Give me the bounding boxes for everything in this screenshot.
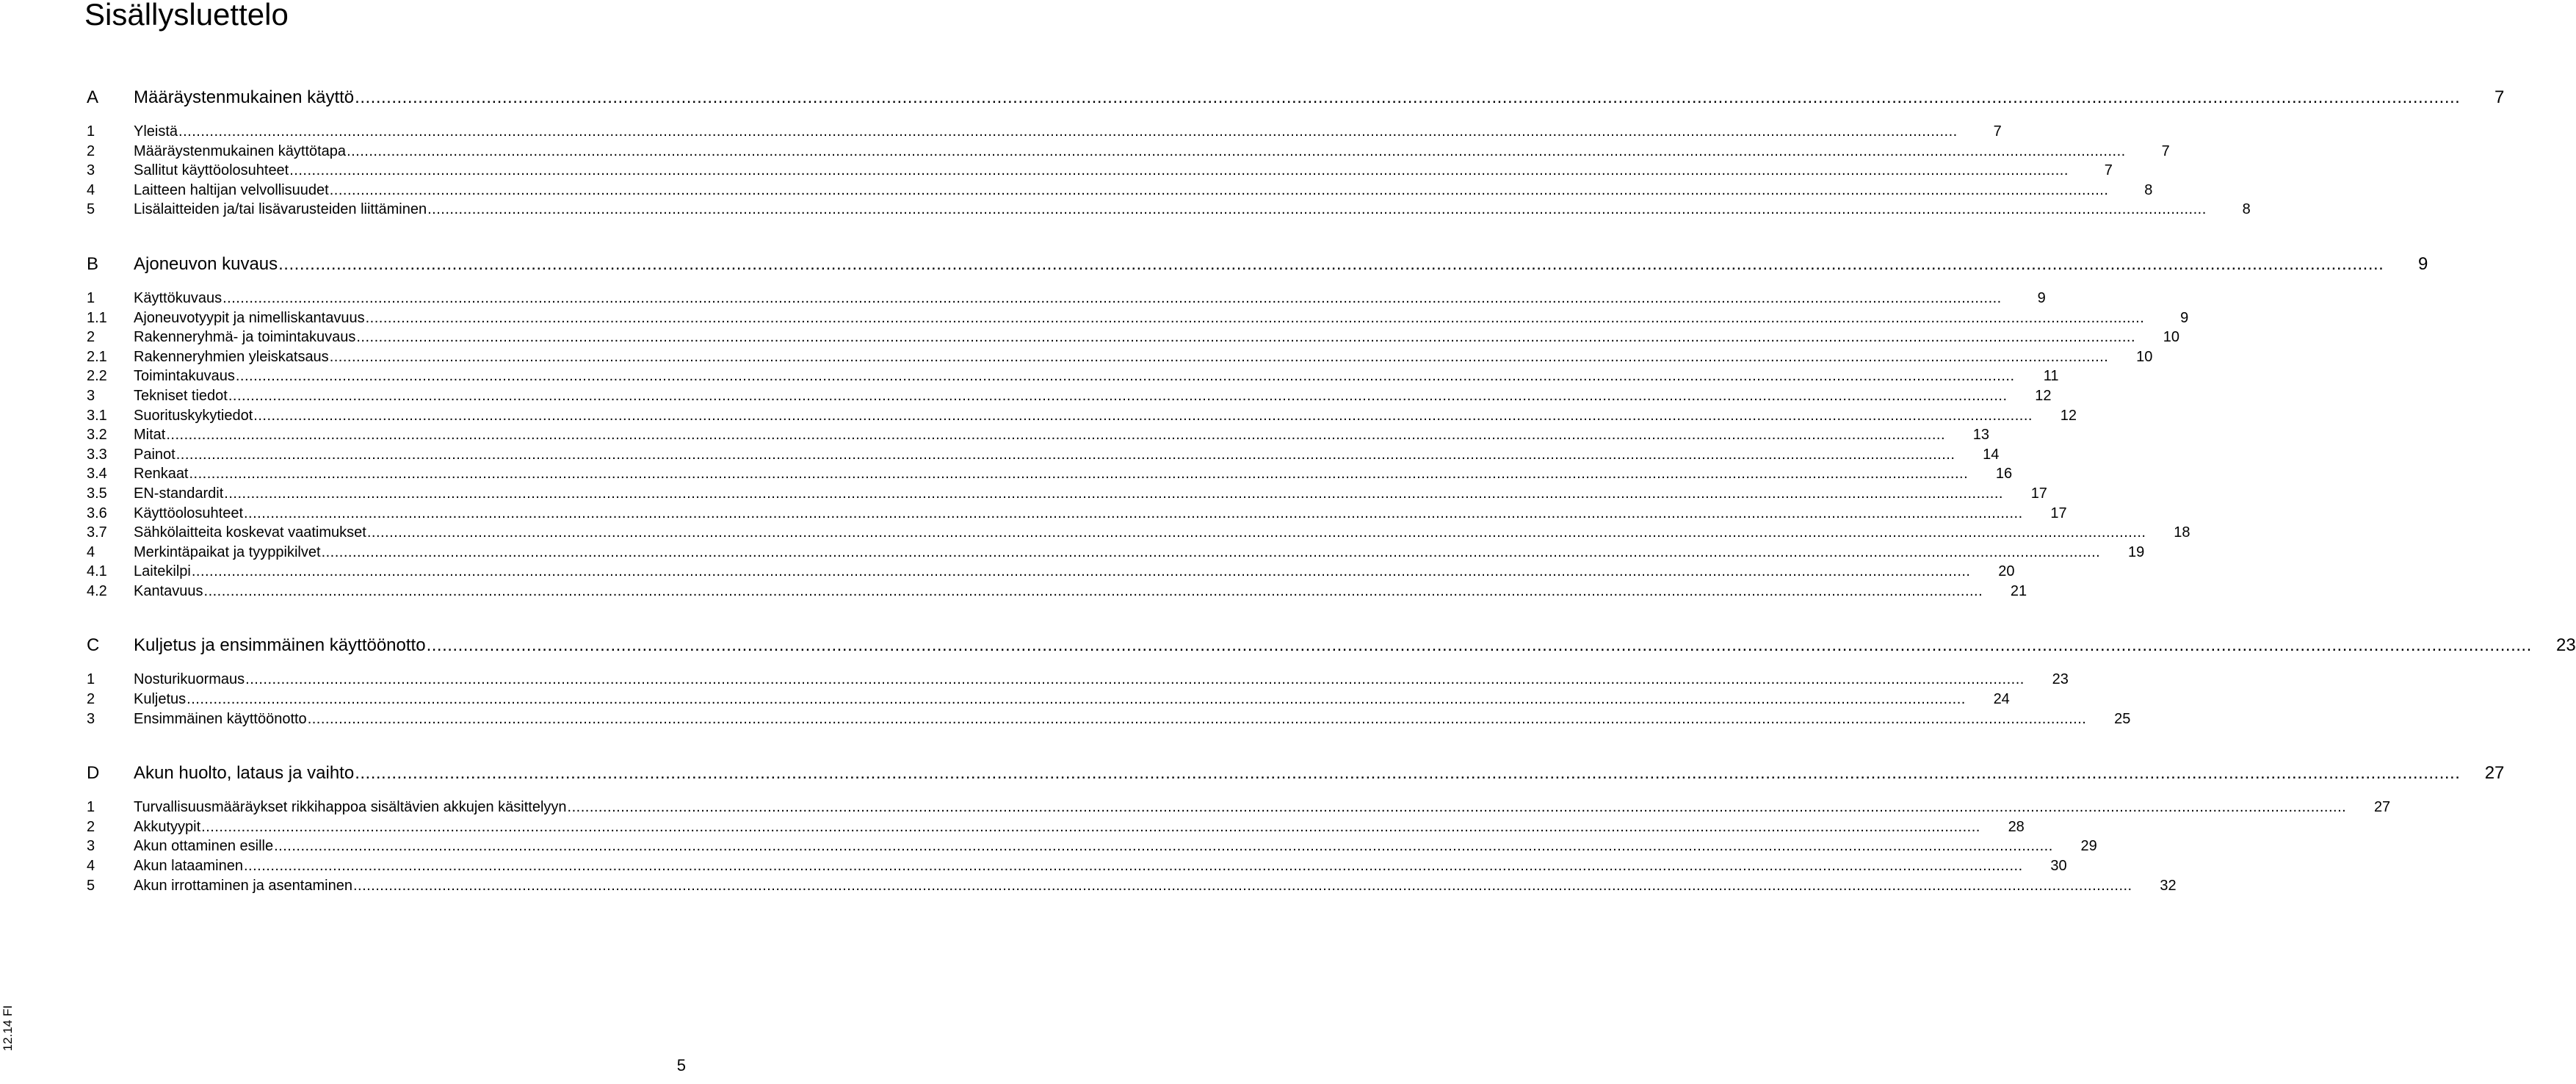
dot-leader: ................................................................................................................................................................................................................................................................................................................................................................................................................: [321, 543, 2101, 560]
toc-entry[interactable]: [87, 690, 2010, 709]
entry-label: Akkutyypit: [134, 818, 201, 835]
entry-label: Nosturikuormaus: [134, 671, 245, 688]
entry-page-number: 14: [1983, 446, 2000, 463]
section-heading[interactable]: [87, 84, 2505, 112]
entry-label: Määräystenmukainen käyttö: [134, 87, 355, 107]
toc-entry[interactable]: [87, 817, 2025, 837]
entry-number: 2.2: [87, 368, 107, 385]
toc-entry[interactable]: [87, 406, 2077, 426]
dot-leader: ................................................................................................................................................................................................................................................................................................................................................................................................................: [289, 162, 2069, 179]
entry-number: 4: [87, 543, 95, 560]
section-heading[interactable]: [87, 250, 2428, 278]
entry-label: Kantavuus: [134, 582, 203, 599]
entry-label: Akun ottaminen esille: [134, 838, 274, 855]
entry-number: 5: [87, 877, 95, 894]
dot-leader: ................................................................................................................................................................................................................................................................................................................................................................................................................: [427, 201, 2207, 218]
toc-entry[interactable]: [87, 670, 2069, 690]
toc-entry[interactable]: [87, 161, 2113, 181]
entry-page-number: 10: [2136, 348, 2153, 365]
entry-label: Renkaat: [134, 466, 189, 483]
entry-label: Sähkölaitteita koskevat vaatimukset: [134, 524, 366, 541]
toc-entry[interactable]: [87, 308, 2189, 328]
entry-label: Merkintäpaikat ja tyyppikilvet: [134, 543, 321, 560]
entry-label: Akun huolto, lataus ja vaihto: [134, 763, 355, 784]
toc-entry[interactable]: [87, 289, 2046, 308]
dot-leader: ................................................................................................................................................................................................................................................................................................................................................................................................................: [235, 368, 2015, 385]
entry-page-number: 9: [2417, 253, 2428, 274]
entry-page-number: 7: [2494, 87, 2505, 107]
entry-label: Laitteen haltijan velvollisuudet: [134, 181, 329, 198]
entry-number: 1: [87, 671, 95, 688]
entry-label: Lisälaitteiden ja/tai lisävarusteiden liittäminen: [134, 201, 427, 218]
entry-page-number: 7: [1993, 123, 2002, 140]
page-number: 5: [676, 1056, 686, 1074]
toc-entry[interactable]: [87, 523, 2190, 543]
dot-leader: ................................................................................................................................................................................................................................................................................................................................................................................................................: [222, 289, 2002, 306]
entry-number: 3: [87, 710, 95, 727]
entry-label: Kuljetus ja ensimmäinen käyttöönotto: [134, 635, 426, 656]
entry-label: Turvallisuusmääräykset rikkihappoa sisältävien akkujen käsittelyyn: [134, 799, 567, 816]
entry-label: Mitat: [134, 427, 166, 444]
entry-page-number: 11: [2043, 368, 2059, 385]
toc-section: [87, 759, 2505, 895]
entry-label: EN-standardit: [134, 485, 224, 502]
entry-number: 5: [87, 201, 95, 218]
entry-page-number: 12: [2035, 387, 2052, 404]
entry-page-number: 30: [2050, 858, 2067, 875]
entry-label: Sallitut käyttöolosuhteet: [134, 162, 289, 179]
toc-entry[interactable]: [87, 181, 2153, 200]
toc-section: [87, 84, 2505, 220]
entry-number: 3.6: [87, 505, 107, 521]
entry-page-number: 16: [1995, 466, 2013, 483]
entry-number: 3: [87, 387, 95, 404]
toc-entry[interactable]: [87, 142, 2170, 162]
entry-page-number: 10: [2163, 329, 2180, 346]
entry-page-number: 7: [2161, 142, 2170, 159]
entry-number: D: [87, 763, 100, 784]
entry-page-number: 8: [2144, 181, 2153, 198]
entry-number: 3.3: [87, 446, 107, 463]
entry-label: Yleistä: [134, 123, 178, 140]
entry-page-number: 27: [2484, 763, 2505, 784]
entry-label: Ajoneuvotyypit ja nimelliskantavuus: [134, 309, 365, 326]
entry-label: Kuljetus: [134, 691, 187, 708]
entry-number: 1: [87, 123, 95, 140]
dot-leader: ................................................................................................................................................................................................................................................................................................................................................................................................................: [228, 387, 2008, 404]
dot-leader: ................................................................................................................................................................................................................................................................................................................................................................................................................: [365, 309, 2145, 326]
dot-leader: ................................................................................................................................................................................................................................................................................................................................................................................................................: [356, 329, 2136, 346]
toc-entry[interactable]: [87, 709, 2131, 729]
entry-page-number: 19: [2127, 543, 2145, 560]
dot-leader: ................................................................................................................................................................................................................................................................................................................................................................................................................: [278, 253, 2384, 274]
toc-entry[interactable]: [87, 425, 1989, 445]
entry-number: 1: [87, 289, 95, 306]
entry-label: Käyttöolosuhteet: [134, 505, 243, 521]
entry-number: 2: [87, 142, 95, 159]
toc-entry[interactable]: [87, 484, 2047, 504]
entry-page-number: 17: [2050, 505, 2067, 521]
toc-entry[interactable]: [87, 562, 2015, 582]
entry-label: Määräystenmukainen käyttötapa: [134, 142, 347, 159]
page-title: Sisällysluettelo: [84, 0, 289, 32]
entry-label: Rakenneryhmien yleiskatsaus: [134, 348, 329, 365]
entry-number: 3.1: [87, 407, 107, 424]
entry-page-number: 18: [2174, 524, 2190, 541]
entry-page-number: 17: [2030, 485, 2047, 502]
entry-number: 3.5: [87, 485, 107, 502]
entry-label: Akun lataaminen: [134, 858, 243, 875]
dot-leader: ................................................................................................................................................................................................................................................................................................................................................................................................................: [347, 142, 2126, 159]
table-of-contents: [87, 84, 2576, 895]
entry-number: 3.2: [87, 427, 107, 444]
toc-entry[interactable]: [87, 543, 2145, 563]
entry-number: B: [87, 253, 99, 274]
entry-page-number: 9: [2037, 289, 2046, 306]
entry-label: Laitekilpi: [134, 563, 191, 580]
entry-number: 3.4: [87, 466, 107, 483]
entry-page-number: 12: [2060, 407, 2077, 424]
entry-number: 2.1: [87, 348, 107, 365]
edition-label-text: 12.14 FI: [1, 1005, 15, 1052]
entry-page-number: 9: [2180, 309, 2189, 326]
edition-label: [0, 999, 19, 1058]
entry-label: Painot: [134, 446, 176, 463]
section-heading[interactable]: [87, 632, 2576, 660]
entry-page-number: 27: [2373, 799, 2391, 816]
entry-number: 4: [87, 858, 95, 875]
entry-number: 2: [87, 691, 95, 708]
entry-page-number: 7: [2104, 162, 2113, 179]
entry-label: Akun irrottaminen ja asentaminen: [134, 877, 352, 894]
entry-page-number: 29: [2080, 838, 2097, 855]
dot-leader: ................................................................................................................................................................................................................................................................................................................................................................................................................: [355, 763, 2461, 784]
toc-entry[interactable]: [87, 582, 2027, 601]
dot-leader: ................................................................................................................................................................................................................................................................................................................................................................................................................: [366, 524, 2146, 541]
dot-leader: ................................................................................................................................................................................................................................................................................................................................................................................................................: [567, 799, 2347, 816]
entry-number: 2: [87, 329, 95, 346]
dot-leader: ................................................................................................................................................................................................................................................................................................................................................................................................................: [307, 710, 2087, 727]
toc-entry[interactable]: [87, 200, 2251, 220]
toc-entry[interactable]: [87, 837, 2097, 856]
entry-label: Tekniset tiedot: [134, 387, 228, 404]
toc-entry[interactable]: [87, 366, 2059, 386]
dot-leader: ................................................................................................................................................................................................................................................................................................................................................................................................................: [274, 838, 2053, 855]
entry-number: 4: [87, 181, 95, 198]
dot-leader: ................................................................................................................................................................................................................................................................................................................................................................................................................: [253, 407, 2033, 424]
toc-section: [87, 250, 2428, 601]
entry-page-number: 20: [1998, 563, 2015, 580]
dot-leader: ................................................................................................................................................................................................................................................................................................................................................................................................................: [243, 858, 2023, 875]
entry-number: A: [87, 87, 99, 107]
entry-number: C: [87, 635, 100, 656]
dot-leader: ................................................................................................................................................................................................................................................................................................................................................................................................................: [201, 818, 1980, 835]
section-heading[interactable]: [87, 759, 2505, 787]
entry-number: 1.1: [87, 309, 107, 326]
entry-page-number: 23: [2556, 635, 2576, 656]
dot-leader: ................................................................................................................................................................................................................................................................................................................................................................................................................: [329, 348, 2109, 365]
dot-leader: ................................................................................................................................................................................................................................................................................................................................................................................................................: [355, 87, 2461, 107]
entry-label: Suorituskykytiedot: [134, 407, 253, 424]
entry-number: 1: [87, 799, 95, 816]
entry-page-number: 23: [2052, 671, 2069, 688]
entry-page-number: 8: [2242, 201, 2251, 218]
entry-page-number: 13: [1972, 427, 1989, 444]
entry-number: 3: [87, 162, 95, 179]
entry-label: Ajoneuvon kuvaus: [134, 253, 278, 274]
dot-leader: ................................................................................................................................................................................................................................................................................................................................................................................................................: [203, 582, 1983, 599]
entry-page-number: 21: [2010, 582, 2027, 599]
dot-leader: ................................................................................................................................................................................................................................................................................................................................................................................................................: [176, 446, 1955, 463]
dot-leader: ................................................................................................................................................................................................................................................................................................................................................................................................................: [245, 671, 2025, 688]
entry-number: 4.1: [87, 563, 107, 580]
toc-entry[interactable]: [87, 798, 2391, 817]
entry-label: Rakenneryhmä- ja toimintakuvaus: [134, 329, 356, 346]
toc-entry[interactable]: [87, 445, 2000, 465]
toc-entry[interactable]: [87, 464, 2013, 484]
toc-entry[interactable]: [87, 504, 2067, 524]
entry-label: Käyttökuvaus: [134, 289, 222, 306]
dot-leader: ................................................................................................................................................................................................................................................................................................................................................................................................................: [166, 427, 1945, 444]
toc-entry[interactable]: [87, 856, 2067, 876]
entry-number: 2: [87, 818, 95, 835]
entry-label: Ensimmäinen käyttöönotto: [134, 710, 307, 727]
dot-leader: ................................................................................................................................................................................................................................................................................................................................................................................................................: [189, 466, 1969, 483]
dot-leader: ................................................................................................................................................................................................................................................................................................................................................................................................................: [187, 691, 1966, 708]
dot-leader: ................................................................................................................................................................................................................................................................................................................................................................................................................: [244, 505, 2023, 521]
entry-number: 3.7: [87, 524, 107, 541]
entry-page-number: 25: [2114, 710, 2131, 727]
toc-entry[interactable]: [87, 876, 2177, 896]
dot-leader: ................................................................................................................................................................................................................................................................................................................................................................................................................: [329, 181, 2109, 198]
dot-leader: ................................................................................................................................................................................................................................................................................................................................................................................................................: [191, 563, 1971, 580]
toc-section: [87, 632, 2576, 729]
dot-leader: ................................................................................................................................................................................................................................................................................................................................................................................................................: [178, 123, 1958, 140]
toc-entry[interactable]: [87, 347, 2153, 367]
entry-page-number: 32: [2160, 877, 2177, 894]
toc-entry[interactable]: [87, 122, 2002, 142]
toc-entry[interactable]: [87, 328, 2180, 347]
entry-page-number: 24: [1993, 691, 2010, 708]
entry-number: 4.2: [87, 582, 107, 599]
entry-number: 3: [87, 838, 95, 855]
dot-leader: ................................................................................................................................................................................................................................................................................................................................................................................................................: [426, 635, 2532, 656]
entry-label: Toimintakuvaus: [134, 368, 235, 385]
toc-entry[interactable]: [87, 386, 2052, 406]
entry-page-number: 28: [2008, 818, 2025, 835]
dot-leader: ................................................................................................................................................................................................................................................................................................................................................................................................................: [352, 877, 2132, 894]
dot-leader: ................................................................................................................................................................................................................................................................................................................................................................................................................: [224, 485, 2003, 502]
